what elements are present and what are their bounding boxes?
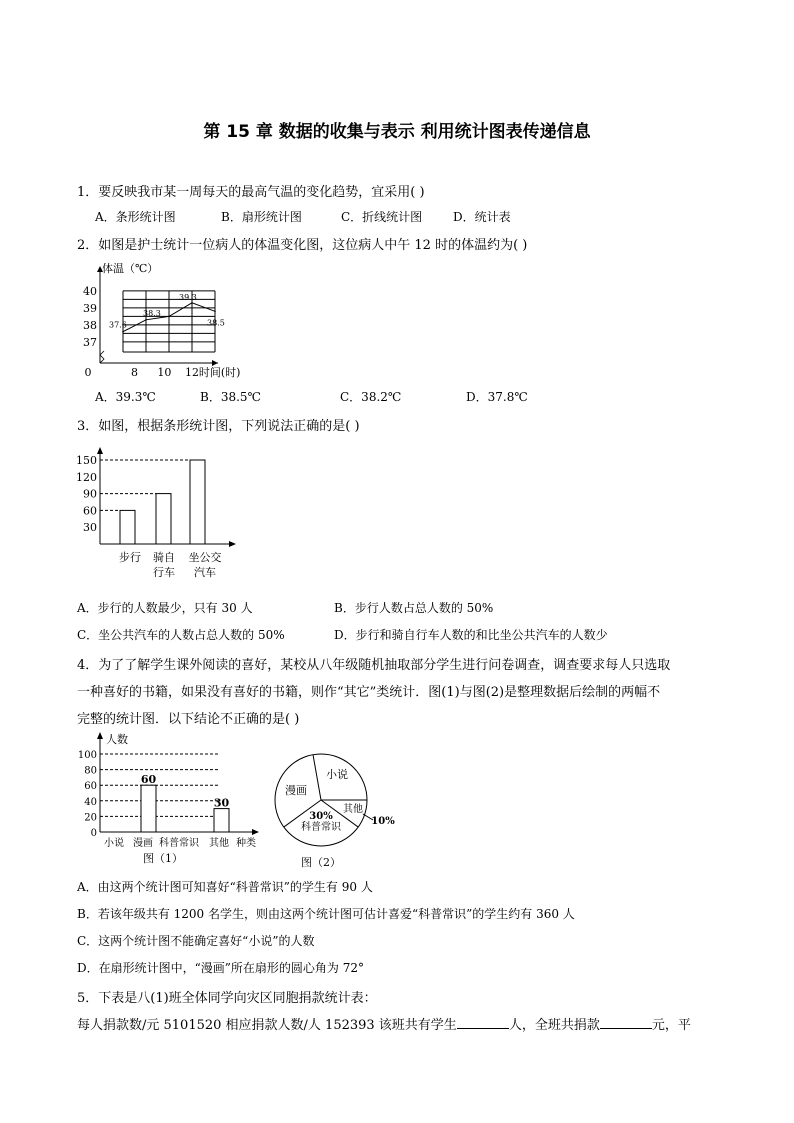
category-label: 行车 — [153, 566, 175, 579]
page-title: 第 15 章 数据的收集与表示 利用统计图表传递信息 — [203, 122, 591, 142]
x-tick-label: 10 — [157, 366, 172, 379]
slice-label: 漫画 — [285, 784, 307, 797]
y-axis-arrow — [97, 732, 103, 739]
x-axis-label: 种类 — [236, 838, 256, 849]
y-tick-label: 90 — [83, 487, 97, 501]
category-label: 小说 — [104, 838, 124, 849]
q4-option-a[interactable]: A．由这两个统计图可知喜好“科普常识”的学生有 90 人 — [77, 880, 373, 894]
q5-text-part-2: 人，全班共捐款 — [508, 1018, 600, 1033]
question-4-line-1: 4．为了了解学生课外阅读的喜好，某校从八年级随机抽取部分学生进行问卷调查，调查要求每人只选取 — [77, 658, 671, 673]
q3-option-a[interactable]: A．步行的人数最少，只有 30 人 — [77, 601, 253, 615]
chart-caption: 图（2） — [301, 856, 341, 869]
q3-option-d[interactable]: D．步行和骑自行车人数的和比坐公共汽车的人数少 — [334, 628, 608, 642]
slice-label: 小说 — [326, 768, 348, 781]
slice-percent: 10% — [371, 816, 395, 827]
y-tick-label: 60 — [84, 781, 97, 793]
y-tick-label: 60 — [83, 504, 97, 518]
q4-option-c[interactable]: C．这两个统计图不能确定喜好“小说”的人数 — [77, 934, 315, 948]
y-tick-label: 40 — [84, 796, 97, 808]
x-tick-label: 12 — [185, 366, 199, 379]
q1-option-b[interactable]: B．扇形统计图 — [221, 210, 302, 224]
question-5-line-2 — [77, 1014, 691, 1033]
y-tick-label: 150 — [76, 454, 97, 467]
bar — [190, 460, 205, 544]
category-label: 坐公交 — [188, 551, 222, 564]
y-tick-label: 40 — [83, 284, 97, 298]
slice-label: 其他 — [343, 804, 363, 815]
q2-option-a[interactable]: A．39.3℃ — [95, 390, 156, 404]
bar — [120, 510, 135, 544]
data-label: 60 — [140, 773, 157, 787]
data-point — [168, 316, 170, 318]
bar — [141, 785, 156, 832]
q2-option-c[interactable]: C．38.2℃ — [340, 390, 402, 404]
data-point — [214, 311, 216, 313]
q3-option-c[interactable]: C．坐公共汽车的人数占总人数的 50% — [77, 628, 285, 642]
y-tick-label: 120 — [76, 470, 97, 484]
question-4-line-3: 完整的统计图．以下结论不正确的是( ) — [77, 712, 300, 727]
y-tick-label: 100 — [77, 750, 97, 761]
bar — [156, 494, 171, 544]
category-label: 其他 — [209, 838, 229, 849]
q2-option-d[interactable]: D．37.8℃ — [466, 390, 528, 404]
data-label: 30 — [213, 796, 230, 810]
question-3-text: 3．如图，根据条形统计图，下列说法正确的是( ) — [77, 419, 360, 434]
chart-caption: 图（1） — [143, 852, 183, 865]
q1-option-a[interactable]: A．条形统计图 — [95, 210, 176, 224]
transport-bar-chart — [70, 446, 250, 586]
x-axis-arrow — [252, 829, 259, 835]
category-label: 骑自 — [153, 551, 175, 564]
question-4-line-2: 一种喜好的书籍，如果没有喜好的书籍，则作“其它”类统计．图(1)与图(2)是整理数据后绘制的两幅不 — [77, 685, 661, 700]
q4-option-b[interactable]: B．若该年级共有 1200 名学生，则由这两个统计图可估计喜爱“科普常识”的学生约有 360 人 — [77, 907, 575, 921]
q5-blank-total[interactable] — [600, 1016, 652, 1029]
y-tick-label: 20 — [84, 812, 97, 824]
q1-option-d[interactable]: D．统计表 — [453, 210, 511, 224]
data-label: 38.5 — [207, 318, 225, 328]
bar — [214, 809, 229, 832]
q5-text-part-3: 元，平 — [651, 1018, 691, 1033]
data-point — [191, 302, 193, 304]
x-tick-label: 8 — [131, 366, 138, 379]
q2-option-b[interactable]: B．38.5℃ — [200, 390, 261, 404]
data-label: 38.3 — [143, 308, 161, 318]
y-tick-label: 30 — [83, 521, 97, 535]
data-point — [145, 319, 147, 321]
category-label: 步行 — [119, 551, 141, 564]
x-tick-label: 0 — [84, 366, 92, 379]
reading-pie-chart — [268, 752, 395, 869]
q5-text-part-1: 每人捐款数/元 5101520 相应捐款人数/人 152393 该班共有学生 — [77, 1018, 457, 1033]
reading-bar-chart — [70, 730, 265, 870]
question-1-text: 1．要反映我市某一周每天的最高气温的变化趋势，宜采用( ) — [77, 185, 425, 200]
category-label: 漫画 — [133, 838, 153, 849]
y-tick-label: 0 — [90, 828, 97, 839]
y-axis-arrow — [97, 447, 103, 454]
q3-option-b[interactable]: B．步行人数占总人数的 50% — [334, 601, 494, 615]
q5-blank-students[interactable] — [457, 1016, 509, 1029]
data-label: 39.3 — [179, 292, 197, 302]
y-tick-label: 37 — [83, 335, 97, 349]
q1-option-c[interactable]: C．折线统计图 — [341, 210, 423, 224]
q4-option-d[interactable]: D．在扇形统计图中，“漫画”所在扇形的圆心角为 72° — [77, 961, 364, 975]
category-label: 科普常识 — [159, 838, 199, 849]
question-5-text: 5．下表是八(1)班全体同学向灾区同胞捐款统计表： — [77, 991, 377, 1006]
data-label: 37.6 — [109, 320, 127, 330]
temperature-line-chart — [78, 260, 241, 380]
y-tick-label: 38 — [83, 318, 97, 332]
y-tick-label: 80 — [84, 765, 97, 777]
category-label: 汽车 — [194, 566, 216, 579]
y-axis-label: 人数 — [106, 733, 128, 746]
question-2-text: 2．如图是护士统计一位病人的体温变化图，这位病人中午 12 时的体温约为( ) — [77, 238, 528, 253]
y-tick-label: 39 — [83, 301, 97, 315]
x-axis-arrow — [229, 541, 236, 547]
x-axis-label: 时间(时) — [198, 366, 241, 379]
data-point — [122, 331, 124, 333]
y-axis-label: 体温（℃） — [102, 262, 159, 275]
slice-label: 科普常识 — [301, 822, 341, 833]
slice-percent: 30% — [309, 811, 333, 822]
axis-break-mark — [100, 351, 104, 363]
